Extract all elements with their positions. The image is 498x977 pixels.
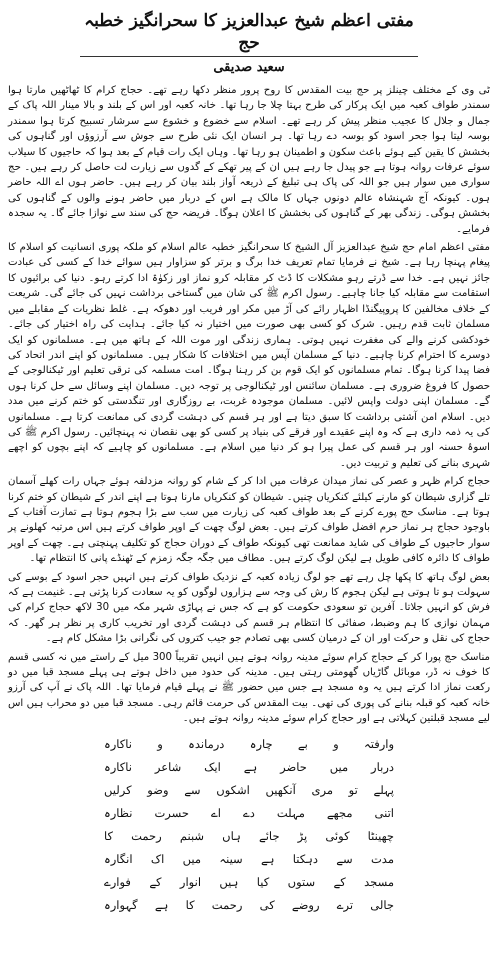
author-byline: سعید صدیقی	[213, 60, 285, 75]
article-body	[8, 83, 490, 727]
paragraph-1: ٹی وی کے مختلف چینلز پر حج بیت المقدس کا روح پرور منظر دکھا رہے تھے۔ حجاج کرام کا ٹھاٹھیں مارتا ہوا سمندر طواف کعبہ میں ایک پرکار کی طرح بہتا چلا جا رہا تھا۔ خانہ کعبہ اور اس کے بلند و بالا مینار اللہ پاک کے جمال و جلال کا عجیب منظر پیش کر رہے تھے۔ اسلام سے خضوع و خشوع سے سرشار تسبیح کرتا ہوا سمندر بوسہ لیتا ہوا جحر اسود کو بوسہ دے رہا تھا۔ ہر انسان ایک نئی طرح سے جوش سے آرزوؤں اور گناہوں کی بخشش کا یقین کیے ہوئے باعث سکون و اطمینان ہو رہا تھا۔ وہاں ایک رات قیام کے بعد ہوا کہ حاجیوں کا سیلاب سوئے عرفات روانہ ہوتا ہے جو پیدل جا رہے ہیں ان کے پیر تھکے کے گدوں سے زیارت لت حاصل کر رہے ہیں۔ حج سواری میں سوار ہیں جو اللہ کی پاک ہی تبلیغ کے ذریعہ آواز بلند بیان کر رہے ہیں۔ حاضر ہوں اے اللہ حاضر ہوں۔ کیونکہ آج شہنشاہ عالم دونوں جہاں کا مالک ہے اس کے دربار میں حاضر ہونے والوں کے گناہوں کی بخشش ہوگی۔ زندگی بھر کے گناہوں کی بخشش کا اعلان ہوگا۔ فریضہ حج کی سند سے نوازا جائے گا۔ یہ سجدہ فرمایے۔	[8, 85, 490, 235]
poem-line: اتنی مجھے مہلت دے اے حسرت نظارہ	[104, 805, 394, 820]
article-title: مفتی اعظم شیخ عبدالعزیز کا سحرانگیز خطبہ حج	[80, 10, 417, 57]
poem-line: وارفتہ و بے چارہ درماندہ و ناکارہ	[104, 736, 394, 751]
paragraph-5: مناسک حج پورا کر کے حجاج کرام سوئے مدینہ روانہ ہوتے ہیں انہیں تقریباً 300 میل کے راستے میں نہ کسی قسم کا خوف نہ ڈر، موبائل گاڑیاں گھومتی رہتی ہیں۔ مدینہ کی حدود میں داخل ہوتے ہی پہلے مسجد قبا میں دو رکعت نماز ادا کرتے ہیں یہ وہ مسجد ہے جس میں حضور ﷺ نے پہلے قیام فرمایا تھا۔ اللہ پاک نے آپ کی آرزو خانہ کعبہ کو قبلہ بنانے کی پوری کی تھی۔ بیت المقدس کی حرمت قائم رہی۔ مسجد قبا میں دو محراب ہیں اس لیے مسجد قبلتین کہلاتی ہے اور حجاج کرام سوئے مدینہ روانہ ہوتے ہیں۔	[8, 651, 491, 725]
poem-line: جالی ترے روضے کی رحمت کا ہے گہوارہ	[104, 897, 394, 912]
poem-line: مسجد کے ستوں کیا ہیں انوار کے فوارے	[104, 874, 394, 889]
paragraph-3: حجاج کرام ظہر و عصر کی نماز میدان عرفات میں ادا کر کے شام کو روانہ مزدلفہ ہوئے جہاں رات کھلے آسمان تلے گزاری شیطان کو مارنے کیلئے کنکریاں چنیں۔ شیطان کو کنکریاں مارنا ہوتا ہے اپنے اندر کے شیطان کو ختم کرنا ہوتا ہے۔ مناسک حج پورے کرنے کے بعد طواف کعبہ کی زیارت میں سب سے بڑا ہجوم ہوتا ہے تمازت آفتاب کے باوجود حجاج ہر نماز حرم افضل طواف کرتے ہیں۔ بعض لوگ چھت کے اوپر طواف کرتے ہیں اس مرتبہ کھلونے پر سوار حاجیوں کے طواف کی شاید ممانعت تھی کیونکہ طواف کے دوران حجاج کو تکلیف پہنچتی ہے۔ چھت کے اوپر طواف کا دائرہ کافی طویل ہے لیکن لوگ کرتے ہیں۔ مطاف میں جگہ جگہ زمزم کے ٹھنڈے پانی کا انتظام تھا۔	[8, 476, 490, 565]
poem-line: مدت سے دہکتا ہے سینہ میں اک انگارہ	[104, 851, 394, 866]
paragraph-4: بعض لوگ ہاتھ کا پکھا چل رہے تھے جو لوگ زیادہ کعبہ کے نزدیک طواف کرتے ہیں انہیں حجر اسود کے بوسے کی سہولت ہو تا ہوتی ہے لیکن ہجوم کا رش کی وجہ سے ہزاروں لوگوں کو یہ سعادت کرنا پڑتی ہے۔ غنیمت ہے کہ فرش کو انہیں جلاتا۔ آفرین تو سعودی حکومت کو ہے کہ جس نے پہاڑی شہر مکہ میں 30 لاکھ حجاج کرام کی مہمان نوازی کا ہم وضبط، صفائی کا انتظام ہر قسم کی دہشت گردی اور تخریب کاری پر نظر ہر گھر۔ کہ حجاج کی نقل و حرکت اور ان کے درمیان کسی بھی تصادم جو جیب کتروں کی نگرانی بڑا مشکل کام ہے۔	[8, 571, 490, 645]
paragraph-2: مفتی اعظم امام حج شیخ عبدالعزیز آل الشیخ کا سحرانگیز خطبہ عالم اسلام کو ملکہ پوری انسانیت کو اسلام کا پیغام پہنچا رہا ہے۔ شیخ نے فرمایا تمام تعریف خدا برگ و برتر کو سزاوار ہیں سوائے خدا کے کسی کی عبادت جائز نہیں ہے۔ خدا سے ڈرتے رہو مشکلات کا ڈٹ کر مقابلہ کرو نماز اور زکوٰۃ ادا کرتے رہو۔ دنیا کی برائیوں کا استقامت سے مقابلہ کیا جانا چاہیے۔ رسول اکرم ﷺ کی شان میں گستاخی برداشت نہیں کی جائے گی۔ شریعت کے خلاف مخالفین کا پروپیگنڈا اظہار رائے کی آڑ میں مکر اور فریب اور دھوکہ ہے۔ غلط نظریات کے مقابلے میں مسلمان ثابت قدم رہیں۔ شرک کو کسی بھی صورت میں اختیار نہ کیا جائے۔ ہدایت کی راہ اختیار کی جائے۔ خودکشی کرنے والے کی مغفرت نہیں ہوتی۔ ہماری زندگی اور موت اللہ کے ہاتھ میں ہے۔ مسلمانوں کو ایک دوسرے کا احترام کرنا چاہیے۔ دنیا کے مسلمان آپس میں اختلافات کا شکار ہیں۔ مسلمانوں کو اپنے اندر اتحاد کی فضا پیدا کرنا ہوگا۔ تمام مسلمانوں کو ایک قوم بن کر رہنا ہوگا۔ امت مسلمہ کی ترقی تعلیم اور ٹیکنالوجی کے حصول کا فروغ ضروری ہے۔ مسلمان سائنس اور ٹیکنالوجی پر توجہ دیں۔ مسلمان اپنے وسائل سے حل کرنا ہوں گے۔ مسلمان اپنی دولت واپس لائیں۔ مسلمان موجودہ غربت، بے روزگاری اور تنگدستی کو ختم کرنے میں مدد دیں۔ اسلام امن آشتی برداشت کا سبق دیتا ہے اور ہر قسم کی دہشت گردی کی ممانعت کرتا ہے۔ مسلمانوں کی یہ ذمہ داری ہے کہ وہ اپنے عقیدے اور فرقے کی بنیاد پر کسی کو بھی نقصان نہ پہنچائیں۔ رسول اکرم ﷺ کی اسوۂ حسنہ اور ہر قسم کی عمل پیرا ہو کر دنیا میں اسلام ہے۔ مسلمانوں کو چاہیے کہ اپنے بچوں کو اچھے شہری بنانے کی تعلیم و تربیت دیں۔	[8, 242, 490, 469]
poem-block	[104, 733, 394, 917]
poem-line: دربار میں حاضر ہے ایک شاعر ناکارہ	[104, 759, 394, 774]
poem-line: پہلے تو مری آنکھیں اشکوں سے وضو کرلیں	[104, 782, 394, 797]
poem-line: چھینٹا کوئی پڑ جائے ہاں شبنم رحمت کا	[104, 828, 394, 843]
